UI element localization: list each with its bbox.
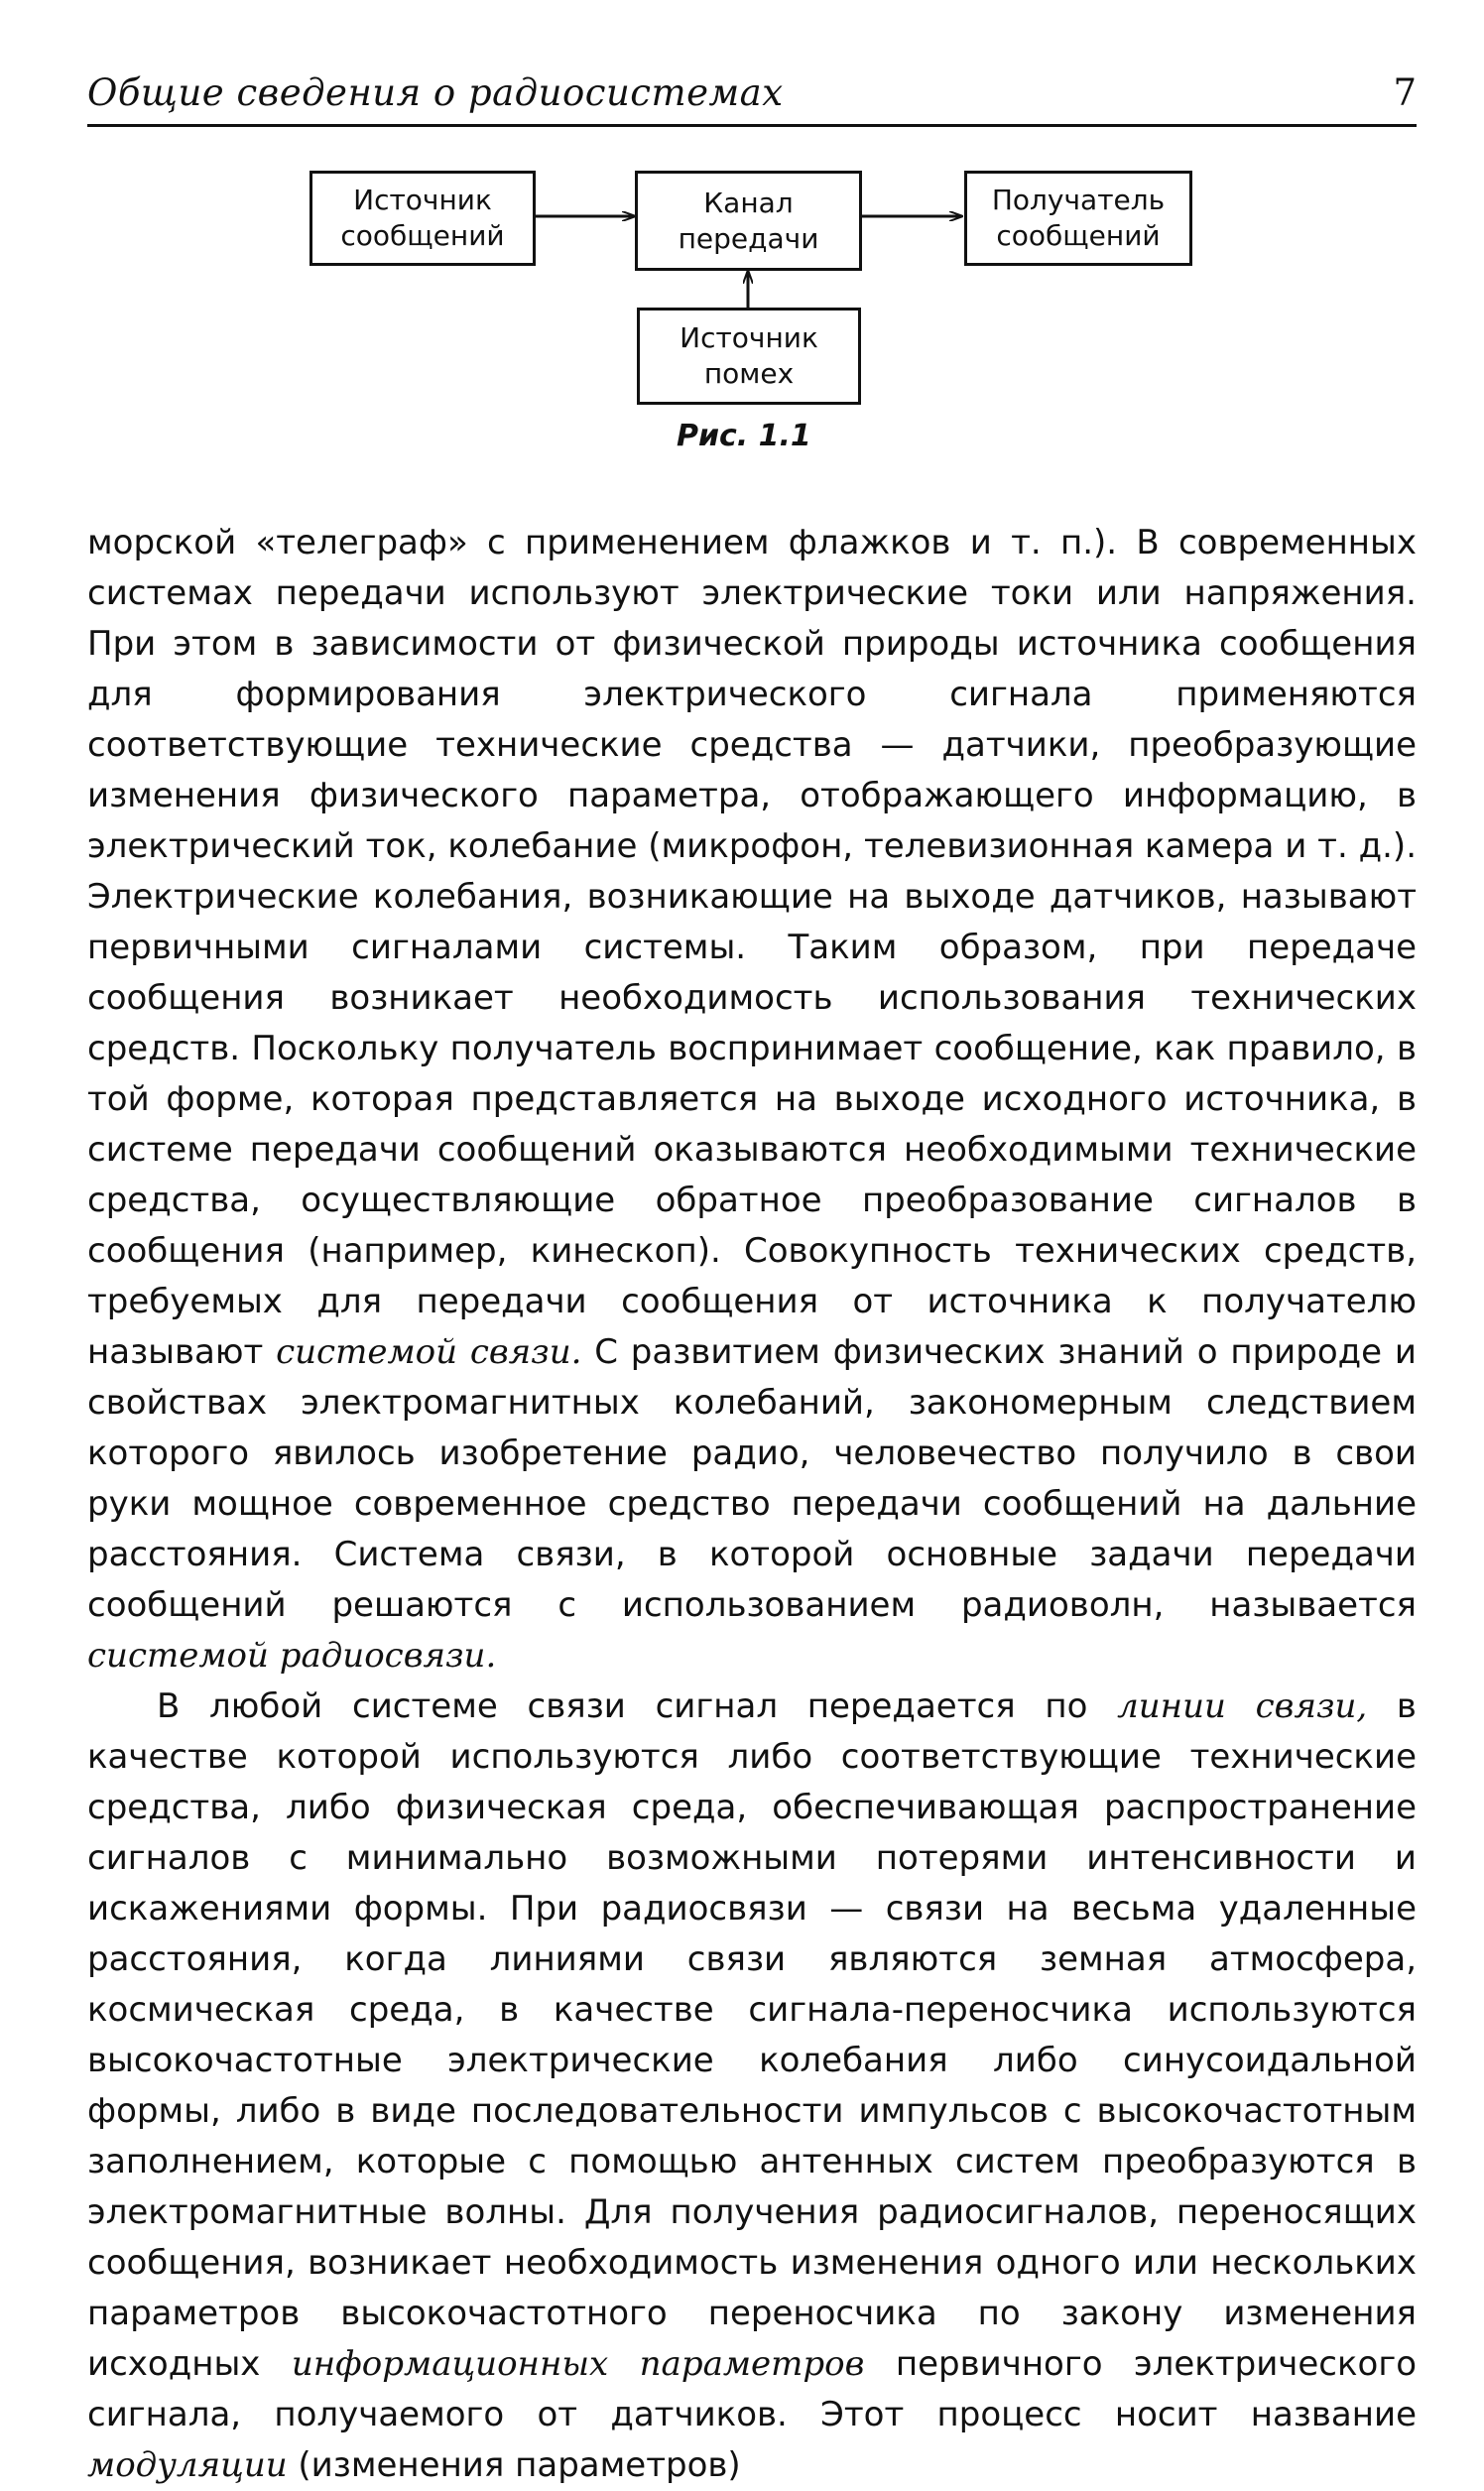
box-label-line: сообщений — [340, 219, 505, 252]
body-text — [87, 518, 1417, 2491]
box-message-receiver — [964, 171, 1192, 266]
term-communication-system: системой связи. — [276, 1332, 582, 1372]
box-label-line: Канал — [703, 186, 794, 219]
paragraph-1 — [87, 518, 1417, 1681]
paragraph-2 — [87, 1681, 1417, 2491]
text-run: морской «телеграф» с применением флажков и т. п.). В современных системах передачи используют электрические токи или напряжения. При этом в зависимости от физической природы источника сообщения для формирования электрического сигнала применяются соответствующие технические средства — датчики, преобразующие изменения физического параметра, отображающего информацию, в электрический ток, колебание (микрофон, телевизионная камера и т. д.). Электрические колебания, возникающие на выходе датчиков, называют первичными сигналами системы. Таким образом, при передаче сообщения возникает необходимость использования технических средств. Поскольку получатель воспринимает сообщение, как правило, в той форме, которая представляется на выходе исходного источника, в системе передачи сообщений оказываются необходимыми технические средства, осуществляющие обратное преобразование сигналов в сообщения (например, кинескоп). Совокупность технических средств, требуемых для передачи сообщения от источника к получателю называют — [87, 523, 1417, 1372]
term-radio-communication-system: системой радиосвязи. — [87, 1636, 497, 1676]
text-run: С развитием физических знаний о природе и свойствах электромагнитных колебаний, закономерным следствием которого явилось изобретение радио, человечество получило в свои руки мощное современное средство передачи сообщений на дальние расстояния. Система связи, в которой основные задачи передачи сообщений решаются с использованием радиоволн, называется — [87, 1332, 1417, 1625]
text-run: в качестве которой используются либо соответствующие технические средства, либо физическая среда, обеспечивающая распространение сигналов с минимально возможными потерями интенсивности и искажениями формы. При радиосвязи — связи на весьма удаленные расстояния, когда линиями связи являются земная атмосфера, космическая среда, в качестве сигнала-переносчика используются высокочастотные электрические колебания либо синусоидальной формы, либо в виде последовательности импульсов с высокочастотным заполнением, которые с помощью антенных систем преобразуются в электромагнитные волны. Для получения радиосигналов, переносящих сообщения, возникает необходимость изменения одного или нескольких параметров высокочастотного переносчика по закону изменения исходных — [87, 1686, 1417, 2384]
box-message-source — [309, 171, 536, 266]
box-transmission-channel — [635, 171, 862, 271]
text-run: (изменения параметров) — [287, 2445, 741, 2485]
figure-caption: Рис. 1.1 — [677, 419, 811, 453]
running-title: Общие сведения о радиосистемах — [87, 71, 784, 114]
page-number: 7 — [1393, 71, 1417, 114]
term-information-parameters: информационных параметров — [291, 2344, 865, 2384]
block-diagram — [0, 0, 1484, 466]
box-noise-source — [637, 308, 861, 405]
text-run: В любой системе связи сигнал передается по — [157, 1686, 1118, 1726]
term-modulation: модуляции — [87, 2445, 288, 2485]
box-label-line: Источник — [680, 321, 818, 354]
term-communication-line: линии связи, — [1117, 1686, 1368, 1726]
box-label-line: Источник — [353, 184, 492, 216]
box-label-line: помех — [703, 357, 795, 390]
box-label-line: передачи — [678, 221, 819, 255]
text-run: первичного электрического сигнала, получаемого от датчиков. Этот процесс носит название — [87, 2344, 1417, 2434]
box-label-line: сообщений — [996, 219, 1161, 252]
box-label-line: Получатель — [991, 184, 1166, 216]
